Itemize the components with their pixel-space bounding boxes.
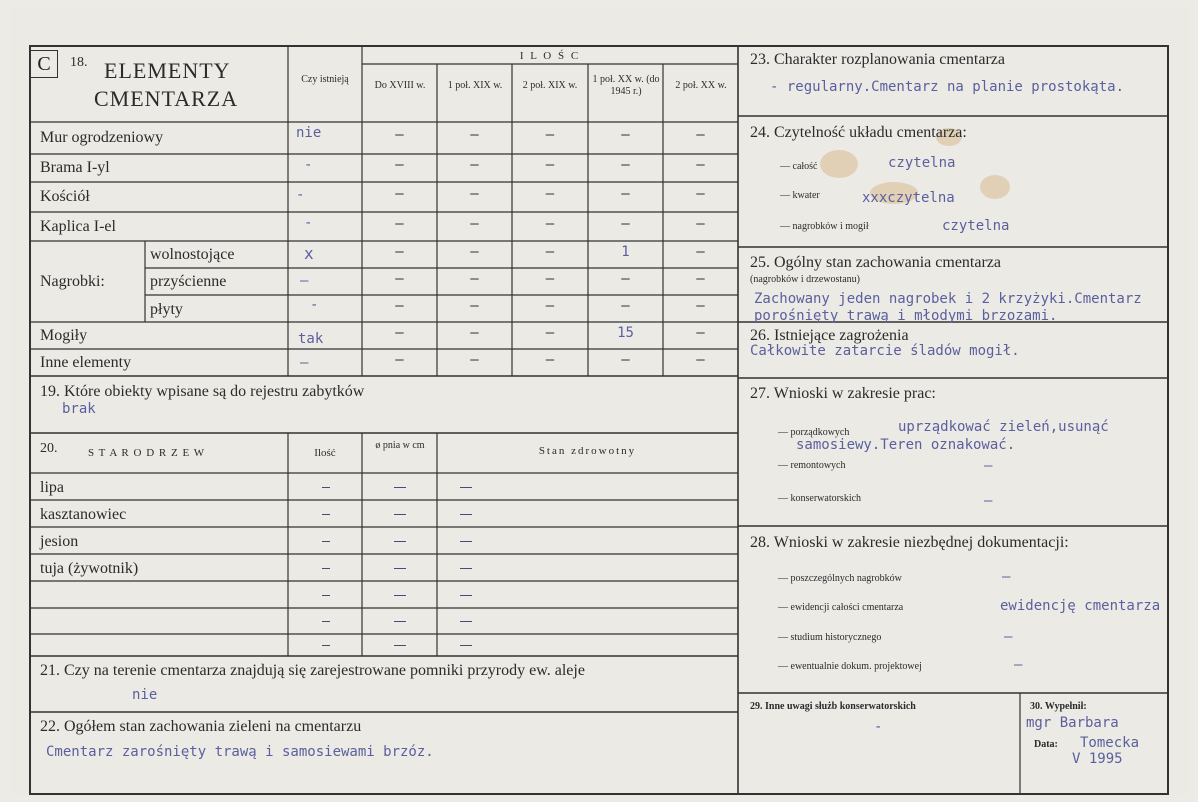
- row-label: Brama I-yl: [40, 159, 110, 176]
- count-cell-value: —: [696, 351, 705, 368]
- exists-value: -: [296, 187, 305, 203]
- s24-label-nagrobkow: — nagrobków i mogił: [780, 221, 869, 232]
- tree-cell-dash: [460, 621, 472, 622]
- count-cell-value: —: [395, 157, 404, 173]
- count-cell-value: —: [545, 324, 555, 341]
- section-letter-box: [30, 50, 58, 78]
- exists-value: —: [300, 355, 309, 371]
- group-label-nagrobki: Nagrobki:: [40, 273, 105, 290]
- count-cell-value: —: [470, 297, 479, 314]
- row-label: Mur ogrodzeniowy: [40, 129, 164, 146]
- exists-value: nie: [296, 125, 322, 141]
- tree-cell-dash: [460, 645, 472, 646]
- tree-cell-dash: [322, 568, 330, 569]
- col-tree-stan: Stan zdrowotny: [538, 445, 637, 457]
- paper-stain: [820, 150, 858, 178]
- tree-row-label: kasztanowiec: [40, 506, 127, 523]
- row-label: Mogiły: [40, 327, 88, 344]
- section-25-line1: Zachowany jeden nagrobek i 2 krzyżyki.Cmentarz: [754, 291, 1142, 307]
- count-cell-value: —: [470, 243, 479, 260]
- count-cell-value: —: [621, 157, 630, 173]
- s27-value-porzadkowych-2: samosiewy.Teren oznakować.: [796, 437, 1016, 453]
- section-25-title: 25. Ogólny stan zachowania cmentarza: [750, 254, 1002, 271]
- s24-label-calosc: — całość: [780, 161, 818, 172]
- tree-cell-dash: [394, 514, 406, 515]
- section-23-title: 23. Charakter rozplanowania cmentarza: [750, 51, 1005, 68]
- tree-cell-dash: [322, 621, 330, 622]
- tree-cell-dash: [394, 487, 406, 488]
- s28-label-2: — studium historycznego: [778, 632, 882, 643]
- tree-cell-dash: [460, 595, 472, 596]
- row-label: Kaplica I-el: [40, 218, 116, 235]
- count-cell-value: —: [696, 297, 705, 314]
- section-21-title: 21. Czy na terenie cmentarza znajdują się zarejestrowane pomniki przyrody ew. aleje: [40, 662, 585, 679]
- s27-label-konserwatorskich: — konserwatorskich: [778, 493, 862, 504]
- tree-cell-dash: [322, 514, 330, 515]
- tree-row-label: jesion: [40, 533, 79, 550]
- col-period-5: 2 poł. XX w.: [675, 80, 727, 91]
- s28-value-1: ewidencję cmentarza: [1000, 598, 1161, 614]
- paper-stain: [980, 175, 1010, 199]
- count-cell-value: —: [470, 157, 479, 173]
- count-cell-value: —: [470, 351, 479, 368]
- count-cell-value: —: [545, 297, 555, 314]
- tree-cell-dash: [322, 595, 330, 596]
- s27-value-remontowych: —: [984, 458, 993, 474]
- section-letter: C: [37, 53, 51, 75]
- count-cell-value: —: [696, 243, 705, 260]
- section-30-name2: Tomecka: [1080, 735, 1140, 751]
- count-cell-value: —: [470, 270, 479, 287]
- s24-value-kwater: xxxczytelna: [862, 190, 955, 206]
- section-28-title: 28. Wnioski w zakresie niezbędnej dokumentacji:: [750, 534, 1069, 551]
- tree-cell-dash: [322, 487, 330, 488]
- col-period-3: 2 poł. XIX w.: [522, 80, 578, 91]
- count-cell-value: —: [395, 215, 404, 232]
- s28-value-3: —: [1014, 657, 1023, 673]
- section-20-title: S T A R O D R Z E W: [88, 447, 206, 459]
- tree-cell-dash: [460, 568, 472, 569]
- col-period-4: 1 poł. XX w. (do 1945 r.): [592, 74, 660, 97]
- count-cell-value: —: [395, 270, 404, 287]
- section-18-title-line1: ELEMENTY: [104, 58, 231, 83]
- s27-label-porzadkowych: — porządkowych: [778, 427, 850, 438]
- tree-cell-dash: [394, 541, 406, 542]
- exists-value: -: [304, 157, 313, 173]
- tree-cell-dash: [322, 645, 330, 646]
- count-cell-value: —: [621, 351, 630, 368]
- tree-cell-dash: [394, 568, 406, 569]
- row-label: przyścienne: [150, 273, 227, 290]
- s24-label-kwater: — kwater: [780, 190, 820, 201]
- exists-value: —: [300, 273, 309, 289]
- section-19-title: 19. Które obiekty wpisane są do rejestru zabytków: [40, 383, 365, 400]
- s27-value-konserwatorskich: —: [984, 493, 993, 509]
- tree-cell-dash: [460, 541, 472, 542]
- row-label: wolnostojące: [150, 246, 235, 263]
- count-cell-value: 15: [617, 324, 634, 341]
- count-cell-value: —: [395, 351, 404, 368]
- section-26-title: 26. Istniejące zagrożenia: [750, 327, 909, 344]
- count-cell-value: —: [470, 127, 479, 143]
- count-cell-value: —: [696, 157, 705, 173]
- col-exists-header: Czy istnieją: [301, 74, 349, 85]
- count-cell-value: —: [545, 270, 555, 287]
- count-cell-value: —: [395, 127, 404, 143]
- section-30-title: 30. Wypełnił:: [1030, 701, 1087, 712]
- s24-value-nagrobkow: czytelna: [942, 218, 1010, 234]
- section-19-value: brak: [62, 401, 96, 417]
- count-cell-value: —: [696, 324, 705, 341]
- row-label: płyty: [150, 301, 183, 318]
- count-cell-value: —: [621, 297, 630, 314]
- tree-cell-dash: [394, 621, 406, 622]
- tree-cell-dash: [460, 514, 472, 515]
- count-cell-value: —: [621, 127, 630, 143]
- col-tree-pnia: ø pnia w cm: [375, 440, 425, 451]
- row-label: Inne elementy: [40, 354, 132, 371]
- section-22-value: Cmentarz zarośnięty trawą i samosiewami brzóz.: [46, 744, 434, 760]
- count-cell-value: —: [470, 324, 479, 341]
- s27-label-remontowych: — remontowych: [778, 460, 846, 471]
- section-25-subtitle: (nagrobków i drzewostanu): [750, 274, 860, 285]
- s27-value-porzadkowych-1: uprządkować zieleń,usunąć: [898, 419, 1109, 435]
- tree-cell-dash: [394, 595, 406, 596]
- row-label: Kościół: [40, 188, 90, 205]
- count-cell-value: —: [395, 297, 404, 314]
- count-cell-value: —: [696, 215, 705, 232]
- section-24-title: 24. Czytelność układu cmentarza:: [750, 124, 967, 141]
- section-30-name1: mgr Barbara: [1026, 715, 1119, 731]
- section-21-value: nie: [132, 687, 158, 703]
- section-30-date: V 1995: [1072, 751, 1123, 767]
- tree-cell-dash: [394, 645, 406, 646]
- col-tree-ilosc: Ilość: [314, 447, 336, 459]
- section-27-title: 27. Wnioski w zakresie prac:: [750, 385, 936, 402]
- tree-cell-dash: [322, 541, 330, 542]
- count-cell-value: 1: [621, 243, 630, 260]
- count-cell-value: —: [470, 215, 479, 232]
- section-20-number: 20.: [40, 441, 58, 456]
- count-cell-value: —: [545, 157, 555, 173]
- count-cell-value: —: [470, 186, 479, 202]
- count-cell-value: —: [545, 243, 555, 260]
- s28-label-3: — ewentualnie dokum. projektowej: [778, 661, 922, 672]
- count-cell-value: —: [395, 243, 404, 260]
- col-period-1: Do XVIII w.: [374, 80, 426, 91]
- tree-cell-dash: [460, 487, 472, 488]
- count-cell-value: —: [696, 186, 705, 202]
- section-30-date-label: Data:: [1034, 739, 1058, 750]
- exists-value: tak: [298, 331, 324, 347]
- count-cell-value: —: [395, 324, 404, 341]
- s28-label-1: — ewidencji całości cmentarza: [778, 602, 904, 613]
- exists-value: x: [304, 244, 314, 263]
- exists-value: -: [310, 297, 319, 313]
- s28-value-0: —: [1002, 569, 1011, 585]
- count-cell-value: —: [621, 270, 630, 287]
- section-25-line2: porośnięty trawą i młodymi brzozami.: [754, 308, 1058, 324]
- count-cell-value: —: [545, 215, 555, 232]
- section-23-value: - regularny.Cmentarz na planie prostokąta.: [770, 79, 1125, 95]
- s24-value-calosc: czytelna: [888, 155, 956, 171]
- section-29-title: 29. Inne uwagi służb konserwatorskich: [750, 701, 916, 712]
- tree-row-label: lipa: [40, 479, 64, 496]
- count-cell-value: —: [621, 215, 630, 232]
- count-cell-value: —: [545, 127, 555, 143]
- col-period-2: 1 poł. XIX w.: [447, 80, 503, 91]
- section-18-number: 18.: [70, 55, 88, 70]
- s28-value-2: —: [1004, 629, 1013, 645]
- count-cell-value: —: [545, 186, 555, 202]
- section-26-value: Całkowite zatarcie śladów mogił.: [750, 343, 1020, 359]
- count-cell-value: —: [696, 127, 705, 143]
- s28-label-0: — poszczególnych nagrobków: [778, 573, 902, 584]
- count-cell-value: —: [621, 186, 630, 202]
- col-ilosc-header: I L O Ś C: [519, 50, 581, 62]
- tree-row-label: tuja (żywotnik): [40, 560, 139, 577]
- count-cell-value: —: [395, 186, 404, 202]
- section-18-title-line2: CMENTARZA: [94, 86, 239, 111]
- section-29-value: -: [874, 719, 883, 735]
- section-22-title: 22. Ogółem stan zachowania zieleni na cmentarzu: [40, 718, 362, 735]
- exists-value: -: [304, 215, 313, 231]
- count-cell-value: —: [545, 351, 555, 368]
- count-cell-value: —: [696, 270, 705, 287]
